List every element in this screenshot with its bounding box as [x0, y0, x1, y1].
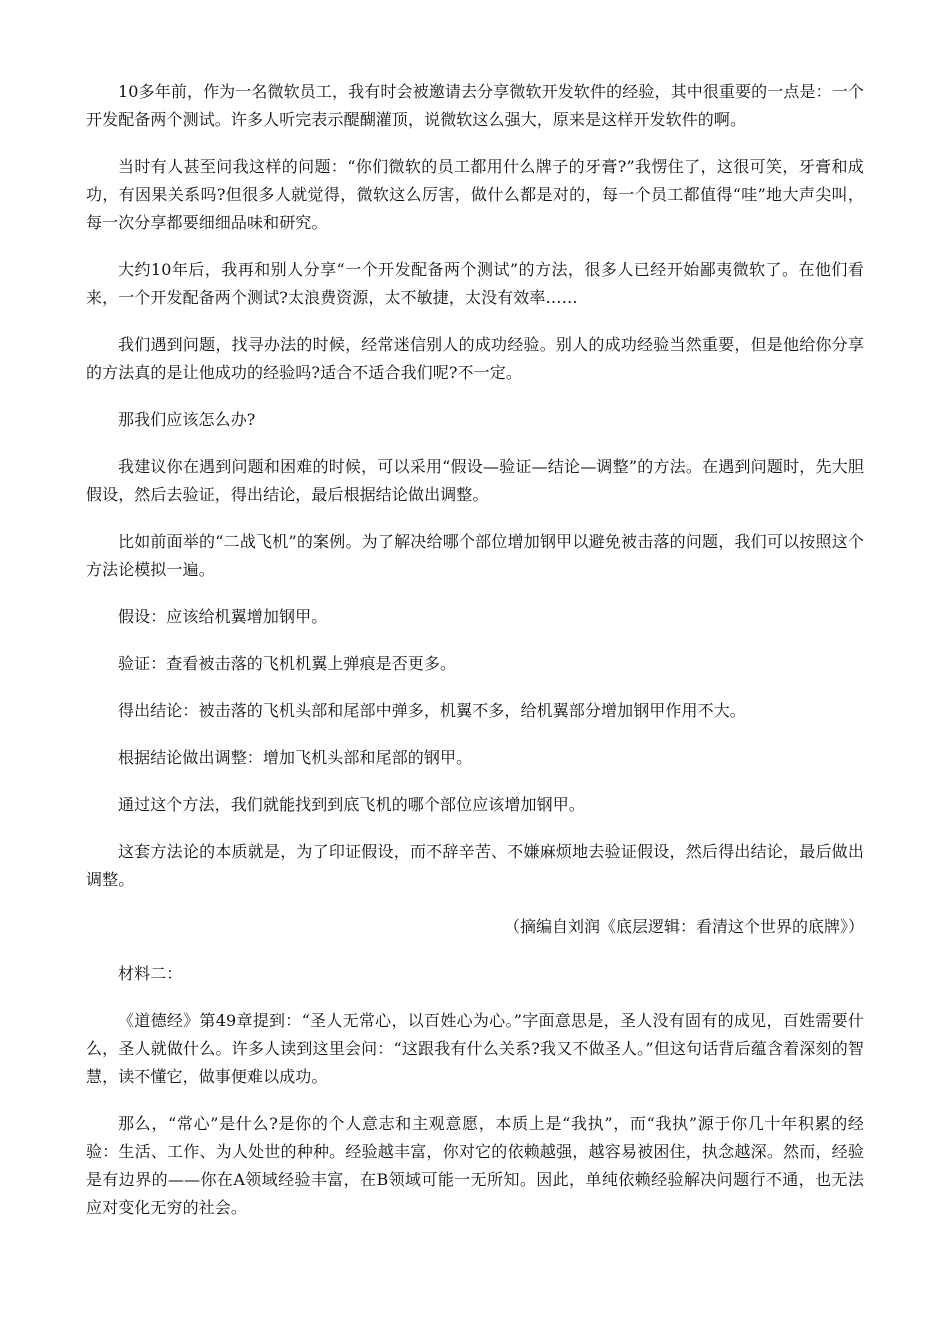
paragraph-hypothesis: 假设：应该给机翼增加钢甲。	[118, 607, 328, 626]
source-citation: （摘编自刘润《底层逻辑：看清这个世界的底牌》）	[503, 917, 864, 936]
document-page	[86, 78, 864, 1241]
paragraph-result: 通过这个方法，我们就能找到到底飞机的哪个部位应该增加钢甲。	[118, 795, 585, 814]
paragraph-constant-heart: 那么，“常心”是什么?是你的个人意志和主观意愿，本质上是“我执”，而“我执”源于你几十年积累的经验：生活、工作、为人处世的种种。经验越丰富，你对它的依赖越强，越容易被困住，执念越深。然而，经验是有边界的——你在A领域经验丰富，在B领域可能一无所知。因此，单纯依赖经验解决问题行不通，也无法应对变化无穷的社会。	[86, 1114, 864, 1217]
material-two-heading: 材料二：	[118, 964, 183, 983]
paragraph-toothpaste-question: 当时有人甚至问我这样的问题：“你们微软的员工都用什么牌子的牙膏?”我愣住了，这很可笑，牙膏和成功，有因果关系吗?但很多人就觉得，微软这么厉害，做什么都是对的，每一个员工都值得“哇”地大声尖叫，每一次分享都要细细品味和研究。	[86, 157, 864, 232]
paragraph-ww2-plane-case: 比如前面举的“二战飞机”的案例。为了解决给哪个部位增加钢甲以避免被击落的问题，我们可以按照这个方法论模拟一遍。	[86, 532, 864, 579]
paragraph-essence: 这套方法论的本质就是，为了印证假设，而不辞辛苦、不嫌麻烦地去验证假设，然后得出结论，最后做出调整。	[86, 842, 864, 889]
paragraph-adjustment: 根据结论做出调整：增加飞机头部和尾部的钢甲。	[118, 748, 473, 767]
paragraph-microsoft-story: 10多年前，作为一名微软员工，我有时会被邀请去分享微软开发软件的经验，其中很重要的一点是：一个开发配备两个测试。许多人听完表示醍醐灌顶，说微软这么强大，原来是这样开发软件的啊。	[86, 82, 864, 129]
paragraph-superstition: 我们遇到问题，找寻办法的时候，经常迷信别人的成功经验。别人的成功经验当然重要，但是他给你分享的方法真的是让他成功的经验吗?适合不适合我们呢?不一定。	[86, 335, 864, 382]
paragraph-daodejing: 《道德经》第49章提到：“圣人无常心，以百姓心为心。”字面意思是，圣人没有固有的成见，百姓需要什么，圣人就做什么。许多人读到这里会问：“这跟我有什么关系?我又不做圣人。”但这句话背后蕴含着深刻的智慧，读不懂它，做事便难以成功。	[86, 1011, 864, 1086]
paragraph-method-proposal: 我建议你在遇到问题和困难的时候，可以采用“假设—验证—结论—调整”的方法。在遇到问题时，先大胆假设，然后去验证，得出结论，最后根据结论做出调整。	[86, 457, 864, 504]
paragraph-conclusion: 得出结论：被击落的飞机头部和尾部中弹多，机翼不多，给机翼部分增加钢甲作用不大。	[118, 701, 746, 720]
paragraph-ten-years-later: 大约10年后，我再和别人分享“一个开发配备两个测试”的方法，很多人已经开始鄙夷微软了。在他们看来，一个开发配备两个测试?太浪费资源，太不敏捷，太没有效率……	[86, 260, 864, 307]
paragraph-verification: 验证：查看被击落的飞机机翼上弹痕是否更多。	[118, 654, 457, 673]
paragraph-what-to-do: 那我们应该怎么办?	[118, 410, 256, 429]
